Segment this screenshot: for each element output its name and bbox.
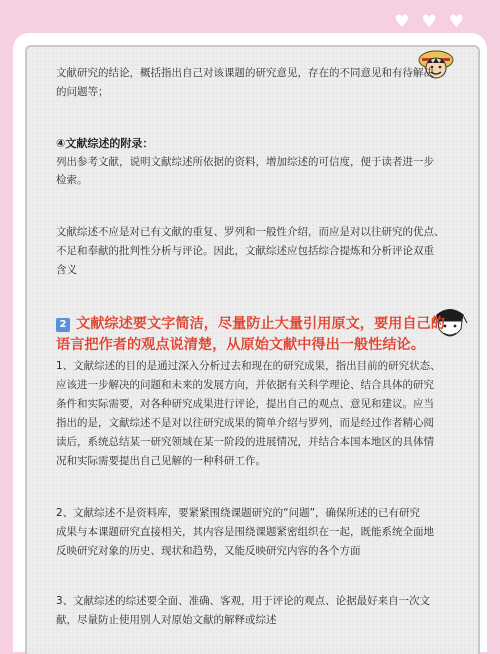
- point1-line: 条件和实际需要，对各种研究成果进行评论，提出自己的观点、意见和建议。应当: [56, 398, 434, 410]
- point2-line: 成果与本课题研究直接相关，其内容是围绕课题紧密组织在一起，既能系统全面地: [56, 526, 434, 538]
- heart-icon: ♥: [421, 12, 437, 32]
- heart-icon: ♥: [448, 12, 464, 32]
- point2-line: 反映研究对象的历史、现状和趋势，又能反映研究内容的各个方面: [56, 545, 361, 557]
- appendix-heading: ④文献综述的附录：: [56, 137, 154, 150]
- intro-line: 文献研究的结论，概括指出自己对该课题的研究意见，存在的不同意见和有待解决: [56, 67, 434, 79]
- number-badge: 2: [56, 318, 70, 332]
- heart-icon: ♥: [394, 12, 410, 32]
- point2-line: 2、文献综述不是资料库，要紧紧围绕课题研究的“问题”，确保所述的已有研究: [56, 507, 421, 519]
- point1-line: 读后，系统总结某一研究领域在某一阶段的进展情况，并结合本国本地区的具体情: [56, 436, 434, 448]
- intro-line: 的问题等；: [56, 86, 109, 98]
- principle-line: 文献综述不应是对已有文献的重复、罗列和一般性介绍，而应是对以往研究的优点、: [56, 226, 445, 238]
- point1-line: 指出的是，文献综述不是对以往研究成果的简单介绍与罗列，而是经过作者精心阅: [56, 417, 434, 429]
- appendix-line: 列出参考文献，说明文献综述所依据的资料，增加综述的可信度，便于读者进一步: [56, 156, 434, 168]
- tip-heading-line: 语言把作者的观点说清楚，从原始文献中得出一般性结论。: [56, 337, 425, 353]
- tip-text: 文献综述要文字简洁，尽量防止大量引用原文，要用自己的: [76, 316, 445, 332]
- point1-line: 应该进一步解决的问题和未来的发展方向，并依据有关科学理论、结合具体的研究: [56, 379, 434, 391]
- decorative-hearts: [394, 14, 464, 31]
- principle-line: 不足和奉献的批判性分析与评论。因此，文献综述应包括综合提炼和分析评论双重: [56, 245, 434, 257]
- point3-line: 献，尽量防止使用别人对原始文献的解释或综述: [56, 614, 277, 626]
- point1-line: 1、文献综述的目的是通过深入分析过去和现在的研究成果，指出目前的研究状态、: [56, 360, 441, 372]
- appendix-line: 检索。: [56, 174, 88, 186]
- point3-line: 3、文献综述的综述要全面、准确、客观，用于评论的观点、论据最好来自一次文: [56, 595, 431, 607]
- principle-line: 含义: [56, 264, 77, 276]
- point1-line: 况和实际需要提出自己见解的一种科研工作。: [56, 455, 266, 467]
- tip-heading-line: [56, 313, 470, 335]
